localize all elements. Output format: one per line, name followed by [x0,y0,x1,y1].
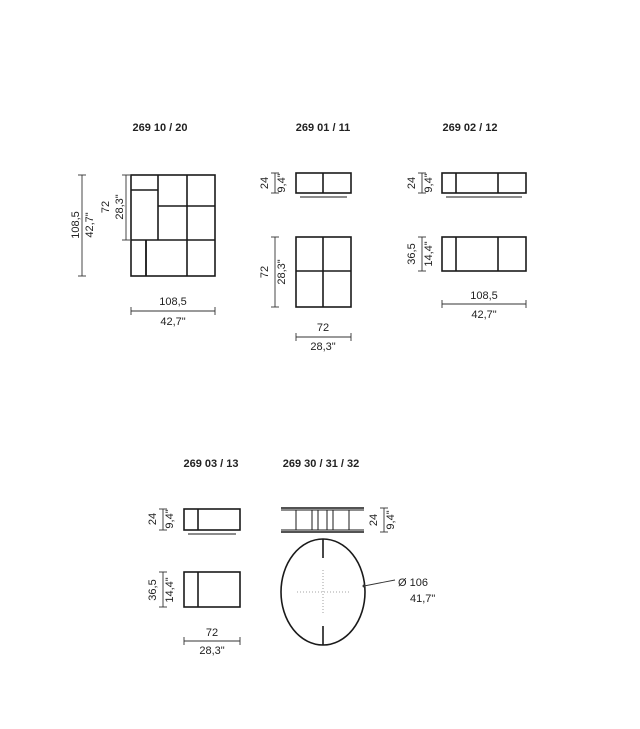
product-code: 269 10 / 20 [132,122,188,134]
width-imperial: 28,3" [310,341,336,353]
height-dimension [70,175,96,276]
width-imperial: 42,7" [471,309,497,321]
height-metric: 24 [406,176,418,190]
height-imperial: 42,7" [84,212,96,238]
depth-imperial: 14,4" [423,241,435,267]
elevation-view [296,173,351,197]
depth-metric: 72 [100,200,112,214]
depth-dimension [406,237,435,271]
depth-metric: 72 [259,265,271,279]
product-code: 269 01 / 11 [295,122,351,134]
width-dimension [296,322,351,353]
plan-view [281,539,365,645]
product-269-30-31-32 [281,458,435,645]
height-dimension [147,509,176,530]
width-metric: 72 [205,627,219,639]
depth-imperial: 28,3" [114,194,126,220]
depth-dimension [100,175,130,240]
width-dimension [131,296,215,328]
elevation-view [281,508,364,532]
width-dimension [184,627,240,657]
height-imperial: 9,4" [276,173,288,193]
height-dimension [368,508,397,532]
depth-metric: 36,5 [147,579,159,601]
height-dimension [259,173,288,193]
depth-metric: 36,5 [406,243,418,265]
height-dimension [406,173,435,193]
height-imperial: 9,4" [385,510,397,530]
width-imperial: 28,3" [199,645,225,657]
depth-imperial: 14,4" [164,577,176,603]
product-code: 269 03 / 13 [183,458,239,470]
diameter-callout [363,577,436,605]
diameter-imperial: 41,7" [410,593,436,605]
width-metric: 108,5 [470,290,498,302]
plan-view [131,175,215,276]
height-imperial: 9,4" [423,173,435,193]
width-metric: 72 [316,322,330,334]
product-269-03-13 [147,458,240,657]
product-269-02-12 [406,122,526,321]
product-code: 269 02 / 12 [442,122,498,134]
diameter-metric: Ø 106 [398,577,428,589]
product-269-10-20 [70,122,215,328]
depth-dimension [147,572,176,607]
width-dimension [442,290,526,321]
plan-view [296,237,351,307]
height-metric: 24 [368,513,380,527]
elevation-view [442,173,526,197]
height-metric: 24 [147,512,159,526]
product-269-01-11 [259,122,351,353]
plan-view [442,237,526,271]
width-imperial: 42,7" [160,316,186,328]
height-metric: 108,5 [70,211,82,239]
elevation-view [184,509,240,534]
height-imperial: 9,4" [164,509,176,529]
depth-imperial: 28,3" [276,259,288,285]
plan-view [184,572,240,607]
depth-dimension [259,237,288,307]
height-metric: 24 [259,176,271,190]
product-code: 269 30 / 31 / 32 [282,458,360,470]
width-metric: 108,5 [159,296,187,308]
